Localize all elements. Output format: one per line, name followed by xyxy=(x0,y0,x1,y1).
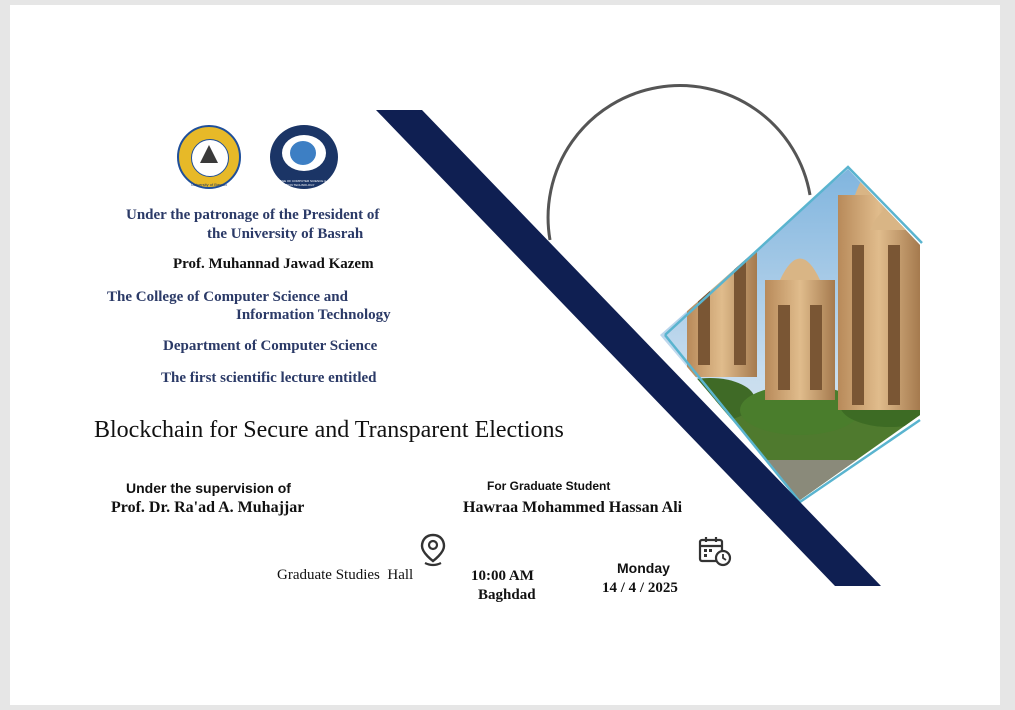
location-pin-icon xyxy=(420,533,446,567)
event-day: Monday xyxy=(617,560,670,576)
department-name: Department of Computer Science xyxy=(163,338,378,354)
lecture-intro: The first scientific lecture entitled xyxy=(161,370,377,386)
supervision-label: Under the supervision of xyxy=(126,480,291,496)
location-text: Graduate Studies Hall xyxy=(277,567,414,583)
patronage-line-1: Under the patronage of the President of xyxy=(126,207,380,223)
poster-page xyxy=(10,5,1000,705)
college-of-computer-science-logo: COLLEGE OF COMPUTER SCIENCE & INFORMATION TECHNOLOGY xyxy=(270,125,338,189)
president-name: Prof. Muhannad Jawad Kazem xyxy=(173,256,374,272)
patronage-line-2: the University of Basrah xyxy=(207,226,364,242)
student-label: For Graduate Student xyxy=(487,479,611,493)
calendar-clock-icon xyxy=(698,535,732,567)
college-line-1: The College of Computer Science and xyxy=(107,289,348,305)
student-name: Hawraa Mohammed Hassan Ali xyxy=(463,499,683,516)
event-time: 10:00 AM xyxy=(471,568,534,584)
event-date: 14 / 4 / 2025 xyxy=(602,580,678,596)
university-of-basrah-logo: University of Basrah xyxy=(177,125,241,189)
lecture-title: Blockchain for Secure and Transparent Elections xyxy=(94,417,564,443)
event-timezone: Baghdad xyxy=(478,587,536,603)
supervisor-name: Prof. Dr. Ra'ad A. Muhajjar xyxy=(111,499,305,516)
circle-arc xyxy=(548,86,810,240)
college-line-2: Information Technology xyxy=(236,307,391,323)
